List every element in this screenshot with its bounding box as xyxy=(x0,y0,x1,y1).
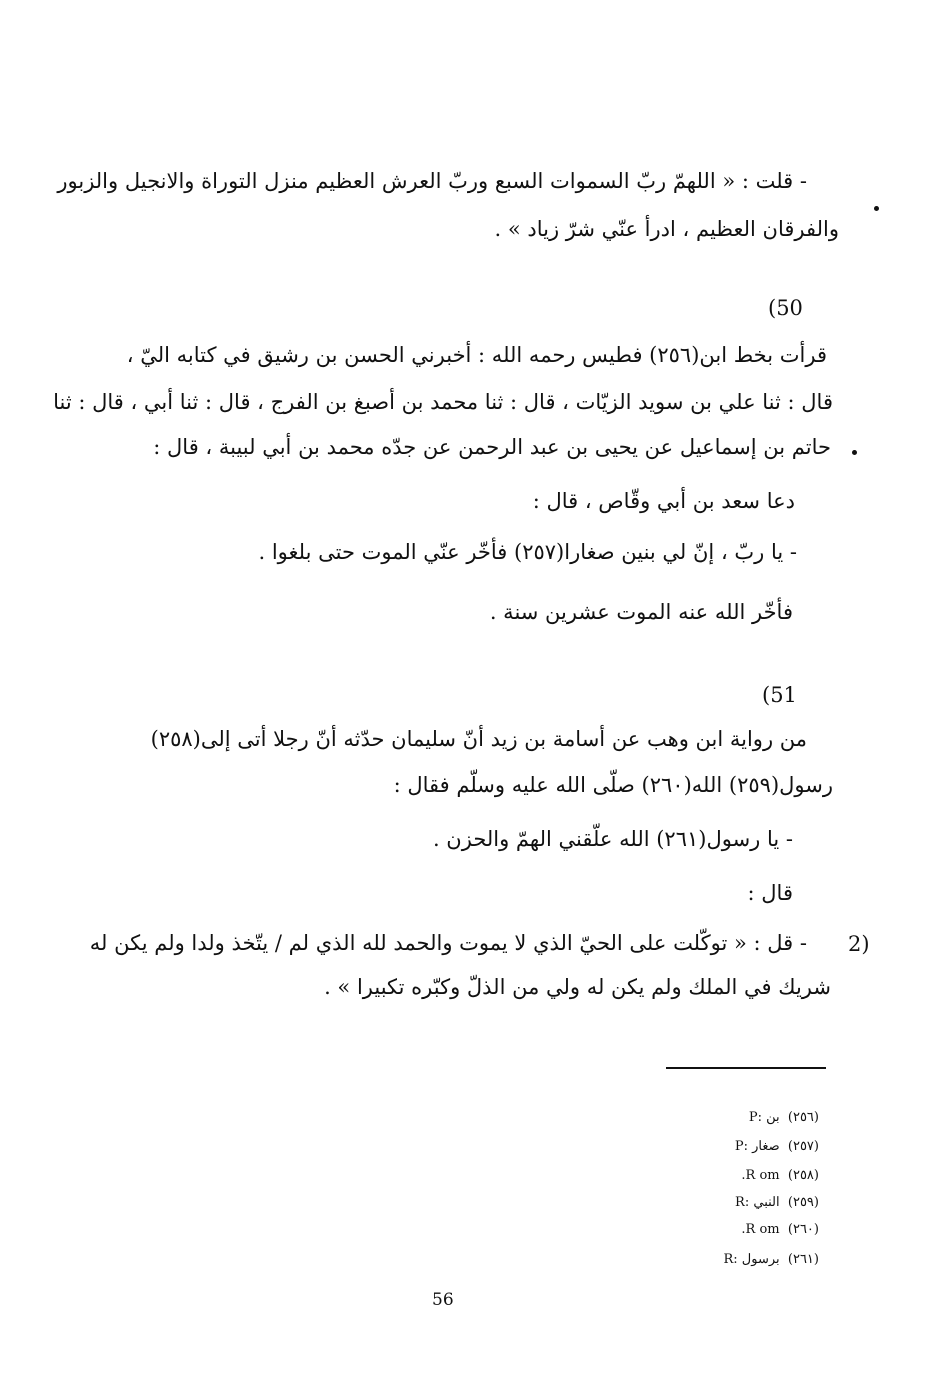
footnote-number: (٢٥٩) xyxy=(787,1195,819,1210)
footnote-number: (٢٥٦) xyxy=(787,1110,819,1125)
section-number: (50 xyxy=(768,296,803,320)
text-line: والفرقان العظيم ، ادرأ عنّي شرّ زياد » . xyxy=(494,217,839,241)
text-line: - قل : « توكّلت على الحيّ الذي لا يموت والحمد لله الذي لم / يتّخذ ولدا ولم يكن له xyxy=(89,931,807,955)
footnote-text: برسول :R xyxy=(723,1252,780,1267)
footnote-text: النبي :R xyxy=(735,1195,780,1210)
text-line: - قلت : « اللهمّ ربّ السموات السبع وربّ العرش العظيم منزل التوراة والانجيل والزبور xyxy=(57,169,807,193)
footnote-text: R om. xyxy=(741,1168,780,1183)
footnote-rule xyxy=(666,1067,826,1069)
margin-mark: 2) xyxy=(848,932,870,956)
footnote xyxy=(619,1193,819,1213)
footnote-number: (٢٥٧) xyxy=(787,1139,819,1154)
text-line: شريك في الملك ولم يكن له ولي من الذلّ وكبّره تكبيرا » . xyxy=(324,975,831,999)
footnote-number: (٢٦٠) xyxy=(787,1222,819,1237)
footnote xyxy=(619,1137,819,1157)
footnote-text: R om. xyxy=(741,1222,780,1237)
footnote-number: (٢٦١) xyxy=(787,1252,819,1267)
text-line: - يا ربّ ، إنّ لي بنين صغارا(٢٥٧) فأخّر عنّي الموت حتى بلغوا . xyxy=(258,540,797,564)
footnote-text: صغار :P xyxy=(734,1139,780,1154)
section-number: (51 xyxy=(762,683,797,707)
margin-dot xyxy=(852,450,857,455)
text-line: قال : ثنا علي بن سويد الزيّات ، قال : ثنا محمد بن أصبغ بن الفرج ، قال : ثنا أبي ، قال : ثنا xyxy=(53,390,833,414)
text-line: رسول(٢٥٩) الله(٢٦٠) صلّى الله عليه وسلّم فقال : xyxy=(393,773,833,797)
page-number: 56 xyxy=(432,1290,454,1310)
text-line: قال : xyxy=(747,881,793,905)
footnote-text: بن :P xyxy=(748,1110,780,1125)
footnote xyxy=(619,1250,819,1270)
text-line: من رواية ابن وهب عن أسامة بن زيد أنّ سليمان حدّثه أنّ رجلا أتى إلى(٢٥٨) xyxy=(150,727,807,751)
footnote xyxy=(619,1220,819,1240)
footnote xyxy=(619,1108,819,1128)
footnote xyxy=(619,1166,819,1186)
text-line: قرأت بخط ابن(٢٥٦) فطيس رحمه الله : أخبرني الحسن بن رشيق في كتابه اليّ ، xyxy=(126,343,827,367)
text-line: فأخّر الله عنه الموت عشرين سنة . xyxy=(489,600,793,624)
text-line: دعا سعد بن أبي وقّاص ، قال : xyxy=(532,489,795,513)
text-line: - يا رسول(٢٦١) الله علّقني الهمّ والحزن . xyxy=(432,827,793,851)
text-line: حاتم بن إسماعيل عن يحيى بن عبد الرحمن عن جدّه محمد بن أبي لبيبة ، قال : xyxy=(153,435,831,459)
margin-dot xyxy=(874,206,879,211)
footnote-number: (٢٥٨) xyxy=(787,1168,819,1183)
